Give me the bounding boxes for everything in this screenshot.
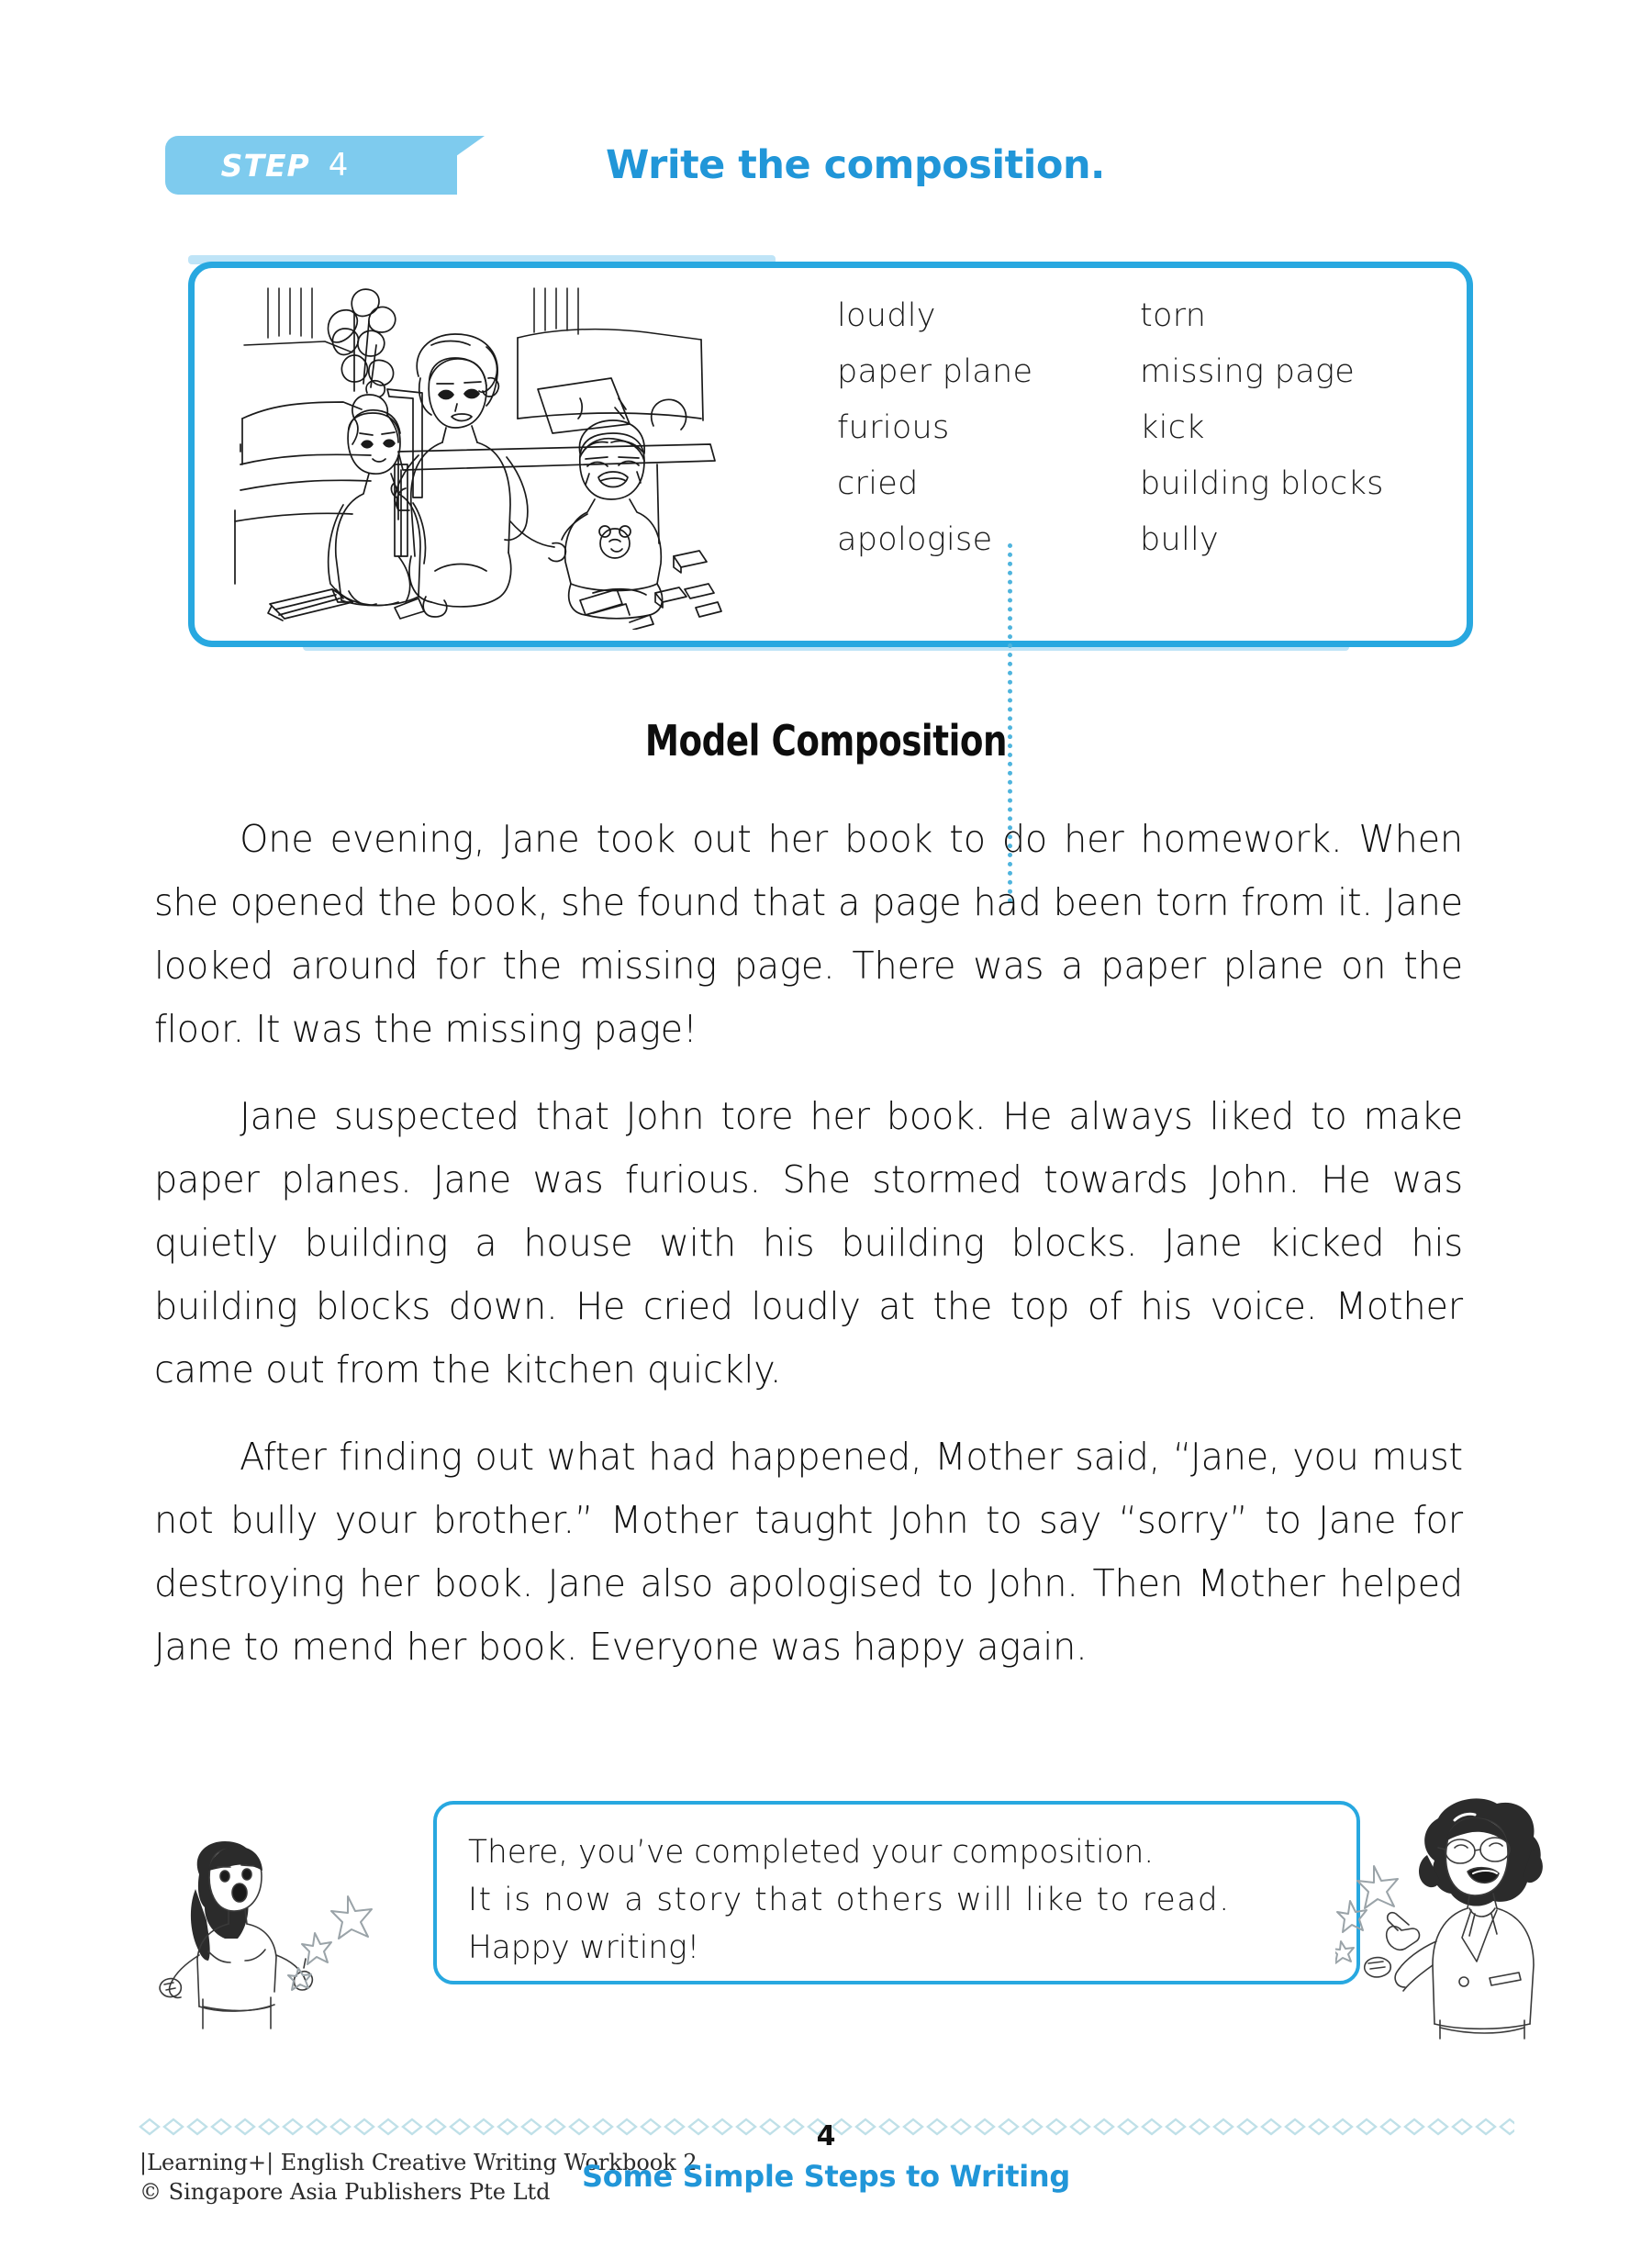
page-title: Write the composition.	[606, 142, 1105, 188]
model-composition-body	[154, 808, 1503, 1679]
imprint-line-2: © Singapore Asia Publishers Pte Ltd	[140, 2179, 551, 2205]
word-list	[837, 288, 1443, 628]
model-composition-heading: Model Composition	[644, 716, 1008, 766]
composition-paragraph: After finding out what had happened, Mother said, “Jane, you must not bully your brother.” Mother taught John to say “sorry” to Jane for destroying her book. Jane also apologised to John. Then Mother helped Jane to mend her book. Everyone was happy again.	[154, 1435, 1463, 1669]
word-item: torn	[1140, 297, 1207, 334]
girl-character-illustration	[151, 1836, 390, 2033]
imprint-line-1: |Learning+| English Creative Writing Workbook 2	[140, 2150, 698, 2175]
stimulus-frame	[188, 262, 1473, 647]
word-item: furious	[837, 409, 950, 446]
speech-line-2: It is now a story that others will like to read.	[468, 1882, 1231, 1918]
step-number: 4	[328, 147, 349, 184]
word-item: bully	[1140, 521, 1220, 558]
step-label: STEP	[220, 147, 310, 184]
word-item: missing page	[1140, 353, 1356, 390]
step-header	[165, 136, 1450, 207]
word-item: building blocks	[1140, 465, 1384, 502]
word-item: cried	[837, 465, 919, 502]
teacher-character-illustration	[1335, 1794, 1611, 2042]
speech-line-1: There, you’ve completed your composition.	[468, 1834, 1155, 1871]
step-banner	[165, 136, 404, 195]
word-item: apologise	[837, 521, 993, 558]
word-item: kick	[1140, 409, 1205, 446]
word-item: loudly	[837, 297, 936, 334]
closing-speech-bubble	[433, 1801, 1360, 1984]
word-item: paper plane	[837, 353, 1033, 390]
step-banner-tail	[402, 136, 485, 195]
speech-line-3: Happy writing!	[468, 1929, 700, 1966]
stimulus-illustration	[215, 281, 729, 630]
footer-section-title: Some Simple Steps to Writing	[582, 2159, 1070, 2194]
page-number: 4	[816, 2120, 836, 2152]
composition-paragraph: Jane suspected that John tore her book. He always liked to make paper planes. Jane was furious. She stormed towards John. He was quietly building a house with his building blocks. Jane kicked his building blocks down. He cried loudly at the top of his voice. Mother came out from the kitchen quickly.	[154, 1094, 1463, 1392]
composition-paragraph: One evening, Jane took out her book to do her homework. When she opened the book, she found that a page had been torn from it. Jane looked around for the missing page. There was a paper plane on the floor. It was the missing page!	[154, 817, 1463, 1051]
